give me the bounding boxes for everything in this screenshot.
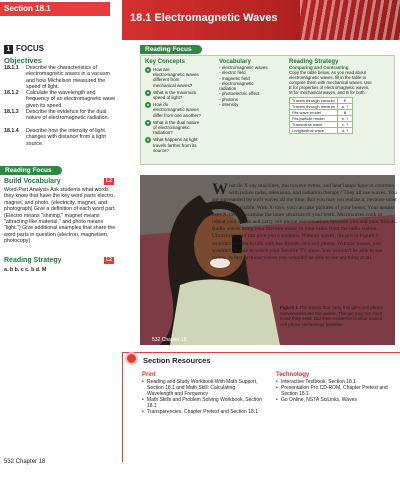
tech-item: • Presentation Pro CD-ROM, Chapter Pretest and Section 18.1 — [276, 385, 394, 397]
key-concept: ● What is the dual nature of electromagnetic radiation? — [146, 119, 200, 136]
section-tag: Section 18.1 — [0, 2, 110, 16]
vocab-item: ◦ magnetic field — [219, 75, 250, 81]
vocabulary-column — [219, 59, 269, 107]
figure-label: Figure 1 — [280, 305, 298, 310]
objective-item — [4, 65, 120, 91]
vocab-item: ◦ photoelectric effect — [219, 91, 260, 97]
focus-label: FOCUS — [16, 44, 44, 53]
page-footer: 532 Chapter 18 — [4, 459, 46, 465]
tech-item: • Go Online, NSTA SciLinks, Waves — [276, 397, 394, 403]
strategy-column — [289, 59, 391, 134]
level-badge: L2 — [104, 257, 114, 264]
strategy-subtitle: Comparing and Contrasting — [289, 65, 349, 70]
figure-caption — [280, 305, 390, 327]
key-icon: ● — [146, 119, 150, 125]
objective-code: 18.1.4 — [4, 128, 19, 134]
key-concept: ● How do electromagnetic waves differ from one another? — [146, 102, 201, 118]
reading-focus-box — [140, 55, 395, 165]
print-item: • Transparencies, Chapter Pretest and Section 18.1 — [142, 409, 262, 415]
table-row: Travels through vacuum E — [290, 98, 353, 104]
banner-pattern — [300, 0, 400, 40]
table-row: Transverse wave c. ? — [290, 122, 353, 128]
figure-caption-text: The waves that carry this girl's cell phone conversation are not visible. The girl may not even know they exist. But their existence is what makes cell phone technology possible. — [280, 305, 383, 327]
reading-strategy-title: Reading Strategy — [4, 257, 62, 264]
vocab-item: ◦ electromagnetic radiation — [219, 80, 254, 92]
objective-text: Describe the characteristics of electromagnetic waves in a vacuum and how Michelson measured the speed of light. — [26, 65, 110, 91]
table-row: Fits wave model B — [290, 110, 353, 116]
section-title: 18.1 Electromagnetic Waves — [130, 12, 278, 24]
print-resources — [142, 372, 262, 415]
print-item: • Reading and Study Workbook With Math Support, Section 18.1 and Math Skill: Calculating Wavelength and Frequency — [142, 379, 262, 397]
key-concept: ● What happens as light travels farther from its source? — [146, 137, 198, 153]
vocab-item: ◦ photons — [219, 96, 238, 102]
key-concept: ● How are electromagnetic waves different from mechanical waves? — [146, 67, 199, 88]
drop-cap: W — [212, 181, 228, 198]
objectives-title: Objectives — [4, 56, 42, 65]
strategy-table — [289, 97, 353, 134]
key-icon: ● — [146, 67, 150, 72]
key-concepts-column — [145, 59, 207, 153]
body-text: hat do X-ray machines, microwave ovens, and heat lamps have in common with police radar, television, and radiation therapy? They all use waves. You are surrounded by such waves all the time. But you may not realize it, because most waves are invisible. With X-rays, you can take pictures of your bones. Your dentist uses X-rays to examine the inner structure of your teeth. Microwaves cook or reheat your meals and carry cell phone conversations between you and your friends. Radio waves bring your favorite music to your radio from the radio station. Ultraviolet rays can give you a sunburn. Without waves, the girl in Figure 1 wouldn't be able to talk with her friends on a cell phone. Without waves, you wouldn't be able to watch your favorite TV show. You wouldn't be able to see colors. In fact, without waves you wouldn't be able to see anything at all. — [212, 183, 397, 262]
objective-item — [4, 109, 120, 122]
reading-focus-banner-left: Reading Focus — [0, 166, 62, 175]
objective-code: 18.1.2 — [4, 90, 19, 96]
level-badge: L2 — [104, 178, 114, 185]
key-concept: ● What is the maximum speed of light? — [146, 89, 197, 101]
print-item: • Math Skills and Problem Solving Workbook, Section 18.1 — [142, 397, 262, 409]
objective-text: Describe how the intensity of light changes with distance from a light source. — [26, 128, 106, 147]
embedded-page-mark: 532 Chapter 18 — [152, 337, 187, 343]
focus-heading — [4, 44, 44, 54]
key-icon: ● — [146, 102, 150, 108]
technology-title: Technology — [276, 372, 310, 378]
vocab-item: ◦ electromagnetic waves — [219, 65, 268, 70]
key-icon: ● — [146, 89, 150, 95]
table-row: Travels through medium a. ? — [290, 104, 353, 110]
vocab-item: ◦ intensity — [219, 102, 239, 108]
key-concepts-title: Key Concepts — [145, 59, 186, 65]
tech-item: • Interactive Textbook, Section 18.1 — [276, 379, 394, 385]
table-row: Fits particle model b. ? — [290, 116, 353, 122]
objective-text: Calculate the wavelength and frequency of an electromagnetic wave given its speed. — [26, 90, 116, 109]
strategy-title: Reading Strategy — [289, 59, 339, 65]
reading-strategy-answers: a. b b. c c. b d. M — [4, 267, 47, 273]
objective-code: 18.1.1 — [4, 65, 19, 71]
objective-item — [4, 90, 120, 109]
vocabulary-title: Vocabulary — [219, 59, 251, 65]
key-icon: ● — [146, 137, 150, 143]
objective-code: 18.1.3 — [4, 109, 19, 115]
focus-number: 1 — [4, 45, 13, 54]
objective-item — [4, 128, 120, 147]
section-resources-title: Section Resources — [139, 356, 215, 365]
vocab-item: ◦ electric field — [219, 70, 246, 76]
reading-focus-banner: Reading Focus — [140, 45, 202, 54]
technology-resources — [276, 372, 394, 403]
strategy-text: Copy the table below. As you read about electromagnetic waves, fill in the table to compare them with mechanical waves. Use E for properties of electromagnetic waves, M for mechanical waves, and B for both. — [289, 70, 372, 96]
body-paragraph — [212, 183, 397, 262]
print-title: Print — [142, 372, 156, 378]
build-vocabulary-text: Word-Part Analysis Ask students what words they know that have the key word parts electro, magnet, and photo. (electricity, magnet, and photograph) Give a definition of each word part. (Electro means "shining," magnet means "attracting like material," and photo means "light.") Give additional examples that share the word parts in question (electron, magnetism, photocopy). — [4, 187, 116, 245]
resources-icon — [125, 352, 138, 365]
build-vocabulary-title: Build Vocabulary — [4, 178, 61, 185]
table-row: Longitudinal wave d. ? — [290, 128, 353, 134]
objective-text: Describe the evidence for the dual nature of electromagnetic radiation. — [26, 109, 110, 122]
